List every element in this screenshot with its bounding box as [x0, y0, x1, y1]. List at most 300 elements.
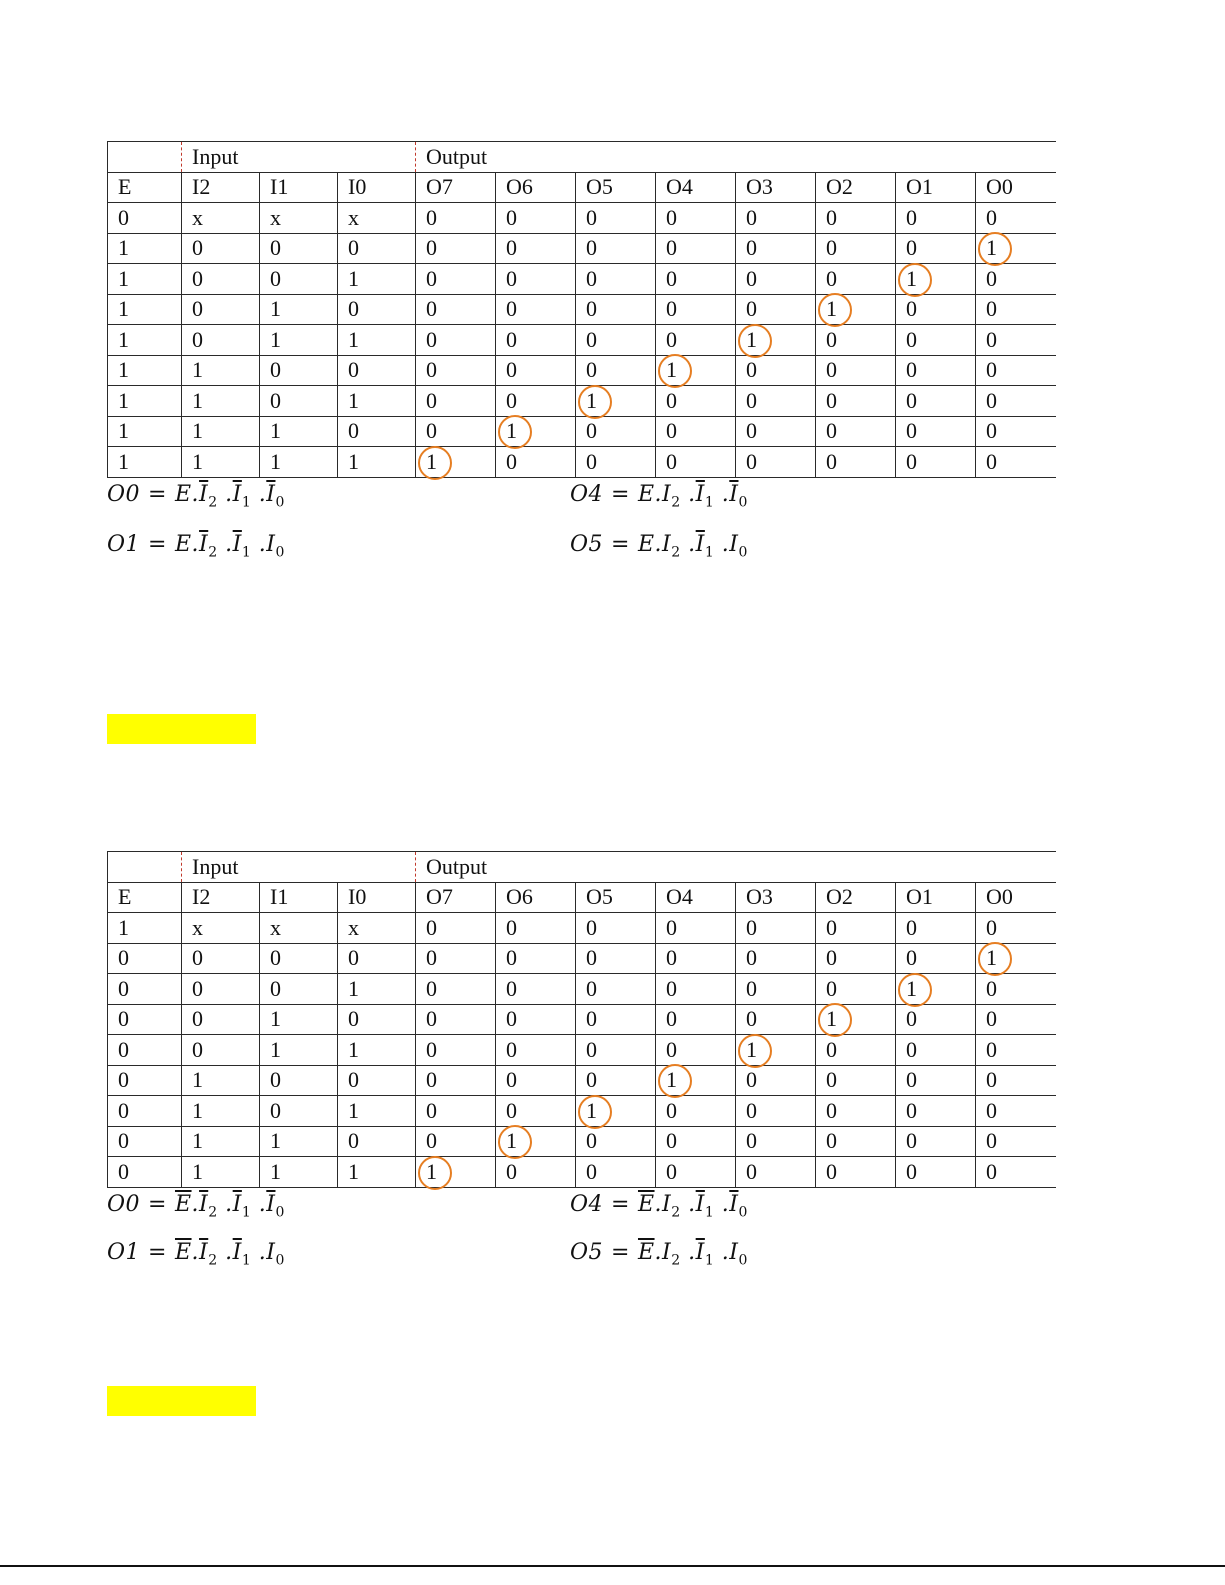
cell-value: 0	[426, 1128, 437, 1154]
table-cell	[260, 233, 338, 264]
table-cell	[416, 203, 496, 234]
cell-value: 0	[586, 1128, 597, 1154]
cell-value: 0	[746, 418, 757, 444]
cell-value: 0	[506, 1006, 517, 1032]
cell-value: 0	[118, 204, 129, 230]
cell-value: 0	[506, 975, 517, 1001]
cell-value: 0	[506, 945, 517, 971]
circled-value: 1	[826, 296, 837, 322]
group-header-spacer	[656, 142, 736, 173]
table-cell	[338, 1096, 416, 1127]
cell-value: 0	[118, 945, 129, 971]
cell-value: 0	[426, 357, 437, 383]
table-row	[108, 1004, 1056, 1035]
table-cell	[496, 1004, 576, 1035]
group-header-spacer	[816, 142, 896, 173]
cell-value: 1	[270, 418, 281, 444]
cell-value: 0	[666, 1036, 677, 1062]
cell-value: 0	[348, 1067, 359, 1093]
cell-value: 0	[906, 204, 917, 230]
cell-value: 0	[426, 235, 437, 261]
table-cell	[260, 1096, 338, 1127]
table-cell	[338, 1126, 416, 1157]
table-cell	[736, 447, 816, 478]
cell-value: 1	[192, 357, 203, 383]
cell-value: x	[270, 914, 281, 940]
table-cell	[260, 203, 338, 234]
cell-value: 0	[666, 914, 677, 940]
cell-value: 1	[348, 1097, 359, 1123]
cell-value: 0	[986, 1097, 997, 1123]
cell-value: 0	[826, 1128, 837, 1154]
cell-value: 1	[348, 265, 359, 291]
column-header-o1: O1	[896, 172, 976, 203]
column-header-o1: O1	[896, 882, 976, 913]
column-header-o5: O5	[576, 882, 656, 913]
cell-value: 0	[986, 914, 997, 940]
cell-value: 0	[506, 357, 517, 383]
cell-value: 0	[426, 296, 437, 322]
cell-value: 0	[270, 945, 281, 971]
table-cell	[656, 233, 736, 264]
group-header-spacer	[496, 852, 576, 883]
cell-value: 0	[270, 975, 281, 1001]
table-cell	[416, 1157, 496, 1188]
table-cell	[182, 233, 260, 264]
cell-value: 0	[986, 448, 997, 474]
cell-value: 0	[192, 296, 203, 322]
table-cell	[816, 355, 896, 386]
cell-value: 0	[586, 975, 597, 1001]
table-cell	[976, 233, 1056, 264]
circled-value: 1	[586, 1097, 597, 1123]
cell-value: 0	[906, 326, 917, 352]
column-header-i2: I2	[182, 882, 260, 913]
table-cell	[108, 355, 182, 386]
cell-value: 0	[666, 326, 677, 352]
table-cell	[896, 416, 976, 447]
table-cell	[896, 355, 976, 386]
cell-value: 0	[906, 418, 917, 444]
table-cell	[416, 943, 496, 974]
cell-value: 0	[666, 1006, 677, 1032]
cell-value: 0	[826, 265, 837, 291]
cell-value: 0	[666, 448, 677, 474]
column-header-row	[108, 172, 1056, 203]
table-cell	[496, 233, 576, 264]
table-cell	[338, 203, 416, 234]
table-cell	[816, 294, 896, 325]
table-cell	[656, 974, 736, 1005]
table-cell	[816, 1126, 896, 1157]
equation-o0-inverted-enable: $O0 = \overline{E}.\overline{I}_2$ $.\overline{I}_1$ $.\overline{I}_0$	[107, 1192, 285, 1221]
cell-value: 0	[666, 265, 677, 291]
cell-value: 0	[746, 945, 757, 971]
cell-value: 0	[586, 265, 597, 291]
cell-value: 1	[118, 357, 129, 383]
cell-value: 1	[192, 1097, 203, 1123]
circled-value: 1	[986, 235, 997, 261]
table-cell	[736, 386, 816, 417]
cell-value: 0	[270, 1067, 281, 1093]
table-cell	[182, 1004, 260, 1035]
input-group-label: Input	[182, 142, 260, 173]
table-cell	[976, 1096, 1056, 1127]
cell-value: 0	[506, 265, 517, 291]
table-cell	[260, 1004, 338, 1035]
column-header-o7: O7	[416, 882, 496, 913]
table-cell	[736, 1157, 816, 1188]
table-cell	[416, 233, 496, 264]
group-header-row	[108, 852, 1056, 883]
table-cell	[338, 264, 416, 295]
table-cell	[182, 294, 260, 325]
cell-value: 0	[746, 1067, 757, 1093]
group-header-spacer	[976, 142, 1056, 173]
table-cell	[496, 447, 576, 478]
table-cell	[260, 325, 338, 356]
table-cell	[896, 447, 976, 478]
table-cell	[416, 1065, 496, 1096]
cell-value: 0	[426, 418, 437, 444]
cell-value: 0	[192, 265, 203, 291]
table-cell	[816, 1004, 896, 1035]
table-cell	[260, 1126, 338, 1157]
cell-value: 0	[270, 1097, 281, 1123]
table-cell	[896, 1096, 976, 1127]
table-cell	[656, 1096, 736, 1127]
table-cell	[976, 416, 1056, 447]
table-cell	[338, 974, 416, 1005]
table-cell	[976, 294, 1056, 325]
table-cell	[736, 264, 816, 295]
cell-value: x	[192, 204, 203, 230]
column-header-i1: I1	[260, 882, 338, 913]
cell-value: 0	[906, 1128, 917, 1154]
table-cell	[976, 1157, 1056, 1188]
table-row	[108, 416, 1056, 447]
table-cell	[416, 325, 496, 356]
circled-value: 1	[746, 326, 757, 352]
cell-value: 0	[906, 296, 917, 322]
output-group-label: Output	[416, 142, 496, 173]
cell-value: 0	[586, 945, 597, 971]
column-header-o2: O2	[816, 882, 896, 913]
table-cell	[108, 203, 182, 234]
table-cell	[182, 943, 260, 974]
cell-value: 1	[118, 235, 129, 261]
table-cell	[816, 203, 896, 234]
cell-value: 1	[118, 296, 129, 322]
table-cell	[496, 974, 576, 1005]
cell-value: 0	[118, 1128, 129, 1154]
cell-value: 1	[192, 387, 203, 413]
column-header-o4: O4	[656, 882, 736, 913]
table-cell	[496, 1065, 576, 1096]
table-cell	[656, 1065, 736, 1096]
table-cell	[896, 974, 976, 1005]
table-cell	[816, 1157, 896, 1188]
table-cell	[656, 943, 736, 974]
table-cell	[182, 203, 260, 234]
cell-value: 0	[746, 296, 757, 322]
cell-value: 0	[506, 448, 517, 474]
table-cell	[260, 913, 338, 944]
table-cell	[416, 1004, 496, 1035]
cell-value: 0	[118, 975, 129, 1001]
column-header-o5: O5	[576, 172, 656, 203]
table-cell	[576, 294, 656, 325]
table-cell	[576, 1004, 656, 1035]
table-cell	[576, 447, 656, 478]
cell-value: 0	[192, 326, 203, 352]
table-cell	[576, 386, 656, 417]
group-header-spacer	[108, 852, 182, 883]
table-cell	[896, 233, 976, 264]
table-cell	[656, 1157, 736, 1188]
table-cell	[576, 1035, 656, 1066]
cell-value: 0	[666, 975, 677, 1001]
cell-value: 0	[666, 1158, 677, 1184]
table-cell	[260, 294, 338, 325]
cell-value: 0	[270, 235, 281, 261]
table-cell	[576, 416, 656, 447]
cell-value: 0	[826, 1097, 837, 1123]
table-cell	[108, 974, 182, 1005]
circled-value: 1	[506, 418, 517, 444]
group-header-spacer	[736, 852, 816, 883]
equation-o4: $O4 = E.I_2$ $.\overline{I}_1$ $.\overline{I}_0$	[570, 482, 748, 511]
circled-value: 1	[826, 1006, 837, 1032]
highlight-bar-1	[107, 714, 256, 744]
cell-value: 0	[586, 914, 597, 940]
table-cell	[108, 386, 182, 417]
table-cell	[576, 913, 656, 944]
circled-value: 1	[426, 448, 437, 474]
cell-value: 1	[348, 387, 359, 413]
cell-value: 0	[192, 945, 203, 971]
cell-value: 0	[118, 1097, 129, 1123]
cell-value: 0	[906, 1097, 917, 1123]
column-header-o0: O0	[976, 172, 1056, 203]
cell-value: 0	[506, 1097, 517, 1123]
table-cell	[260, 1157, 338, 1188]
table-cell	[108, 325, 182, 356]
table-cell	[816, 1035, 896, 1066]
cell-value: 0	[506, 1067, 517, 1093]
table-cell	[576, 1157, 656, 1188]
table-cell	[338, 1004, 416, 1035]
table-row	[108, 913, 1056, 944]
table-cell	[976, 203, 1056, 234]
cell-value: 0	[270, 265, 281, 291]
cell-value: 0	[906, 945, 917, 971]
cell-value: 0	[348, 418, 359, 444]
group-header-spacer	[896, 142, 976, 173]
table-cell	[736, 1035, 816, 1066]
table-cell	[736, 943, 816, 974]
cell-value: 0	[192, 975, 203, 1001]
cell-value: x	[270, 204, 281, 230]
table-cell	[976, 913, 1056, 944]
table-cell	[108, 1157, 182, 1188]
table-cell	[656, 1126, 736, 1157]
input-group-label: Input	[182, 852, 260, 883]
table-row	[108, 1157, 1056, 1188]
table-cell	[416, 264, 496, 295]
circled-value: 1	[586, 387, 597, 413]
table-cell	[260, 1065, 338, 1096]
cell-value: 0	[906, 914, 917, 940]
cell-value: 0	[746, 1006, 757, 1032]
table-cell	[816, 943, 896, 974]
cell-value: 0	[348, 296, 359, 322]
table-cell	[416, 386, 496, 417]
table-cell	[736, 355, 816, 386]
column-header-i0: I0	[338, 172, 416, 203]
page-bottom-rule	[0, 1565, 1225, 1567]
table-cell	[656, 1004, 736, 1035]
cell-value: 0	[746, 914, 757, 940]
table-cell	[260, 1035, 338, 1066]
cell-value: 0	[666, 204, 677, 230]
circled-value: 1	[986, 945, 997, 971]
cell-value: 0	[270, 387, 281, 413]
equation-o1: $O1 = E.\overline{I}_2$ $.\overline{I}_1$ $.I_0$	[107, 532, 285, 561]
table-cell	[108, 294, 182, 325]
circled-value: 1	[906, 975, 917, 1001]
cell-value: 0	[986, 326, 997, 352]
table-cell	[108, 1096, 182, 1127]
cell-value: 0	[192, 1006, 203, 1032]
cell-value: 1	[118, 265, 129, 291]
cell-value: 0	[586, 326, 597, 352]
cell-value: 1	[192, 418, 203, 444]
table-cell	[338, 294, 416, 325]
table-cell	[338, 943, 416, 974]
group-header-spacer	[656, 852, 736, 883]
cell-value: 0	[118, 1036, 129, 1062]
cell-value: 0	[666, 945, 677, 971]
table-cell	[896, 264, 976, 295]
column-header-e: E	[108, 882, 182, 913]
cell-value: 0	[586, 357, 597, 383]
group-header-spacer	[896, 852, 976, 883]
cell-value: 0	[906, 1036, 917, 1062]
table-cell	[656, 416, 736, 447]
table-cell	[896, 1004, 976, 1035]
cell-value: 0	[826, 326, 837, 352]
cell-value: 0	[746, 1158, 757, 1184]
cell-value: 0	[506, 235, 517, 261]
cell-value: 0	[506, 204, 517, 230]
cell-value: 1	[348, 975, 359, 1001]
cell-value: 0	[826, 1036, 837, 1062]
cell-value: 0	[586, 448, 597, 474]
group-header-spacer	[108, 142, 182, 173]
cell-value: 0	[348, 945, 359, 971]
table-cell	[182, 325, 260, 356]
table-cell	[338, 386, 416, 417]
cell-value: 0	[666, 1128, 677, 1154]
cell-value: 0	[426, 914, 437, 940]
cell-value: 0	[426, 387, 437, 413]
table-cell	[976, 386, 1056, 417]
table-cell	[816, 447, 896, 478]
table-cell	[182, 1157, 260, 1188]
table-cell	[338, 447, 416, 478]
table-cell	[576, 325, 656, 356]
table-row	[108, 294, 1056, 325]
cell-value: 0	[426, 1097, 437, 1123]
cell-value: 0	[426, 204, 437, 230]
cell-value: 1	[270, 296, 281, 322]
table-cell	[576, 203, 656, 234]
cell-value: 0	[586, 235, 597, 261]
table-cell	[496, 1126, 576, 1157]
cell-value: 0	[118, 1006, 129, 1032]
table-cell	[656, 325, 736, 356]
table-cell	[816, 974, 896, 1005]
cell-value: 0	[586, 1036, 597, 1062]
cell-value: 0	[906, 448, 917, 474]
table-cell	[576, 264, 656, 295]
table-cell	[496, 203, 576, 234]
cell-value: 0	[986, 296, 997, 322]
cell-value: 1	[270, 326, 281, 352]
table-cell	[496, 416, 576, 447]
table-cell	[976, 264, 1056, 295]
table-cell	[338, 355, 416, 386]
table-cell	[260, 943, 338, 974]
table-cell	[976, 1065, 1056, 1096]
cell-value: 1	[270, 1036, 281, 1062]
cell-value: 0	[826, 975, 837, 1001]
table-cell	[416, 1126, 496, 1157]
table-cell	[736, 325, 816, 356]
table-cell	[260, 974, 338, 1005]
column-header-o7: O7	[416, 172, 496, 203]
cell-value: x	[348, 914, 359, 940]
cell-value: 0	[118, 1067, 129, 1093]
table-cell	[182, 416, 260, 447]
table-cell	[816, 1065, 896, 1096]
cell-value: 0	[426, 326, 437, 352]
table-cell	[108, 1126, 182, 1157]
cell-value: 0	[586, 1158, 597, 1184]
column-header-o2: O2	[816, 172, 896, 203]
cell-value: 1	[270, 1006, 281, 1032]
table-cell	[736, 1065, 816, 1096]
cell-value: 0	[666, 1097, 677, 1123]
cell-value: 0	[906, 357, 917, 383]
cell-value: 1	[118, 326, 129, 352]
cell-value: 0	[586, 418, 597, 444]
table-cell	[896, 1035, 976, 1066]
table-cell	[496, 943, 576, 974]
table-cell	[816, 233, 896, 264]
cell-value: 0	[906, 1006, 917, 1032]
cell-value: x	[348, 204, 359, 230]
equation-o5-inverted-enable: $O5 = \overline{E}.I_2$ $.\overline{I}_1$ $.I_0$	[570, 1240, 748, 1269]
circled-value: 1	[746, 1036, 757, 1062]
table-cell	[656, 294, 736, 325]
table-row	[108, 1035, 1056, 1066]
cell-value: 1	[348, 1036, 359, 1062]
cell-value: 0	[826, 914, 837, 940]
table-cell	[896, 1157, 976, 1188]
table-cell	[416, 355, 496, 386]
